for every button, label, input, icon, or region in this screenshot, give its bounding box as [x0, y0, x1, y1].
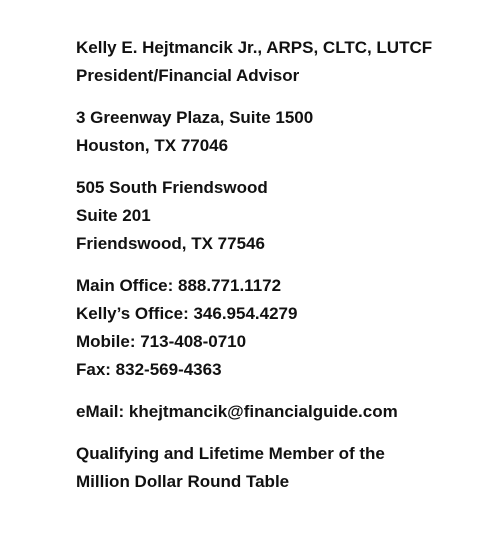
membership-line-2: Million Dollar Round Table	[76, 472, 290, 491]
friendswood-street: 505 South Friendswood	[76, 178, 268, 197]
kelly-office-phone: Kelly’s Office: 346.954.4279	[76, 304, 298, 323]
email-block	[76, 398, 456, 426]
phone-list	[76, 272, 456, 384]
membership-block	[76, 440, 456, 496]
houston-city: Houston, TX 77046	[76, 136, 229, 155]
houston-street: 3 Greenway Plaza, Suite 1500	[76, 108, 314, 127]
advisor-name: Kelly E. Hejtmancik Jr., ARPS, CLTC, LUTCF	[76, 38, 433, 57]
fax-number: Fax: 832-569-4363	[76, 360, 222, 379]
contact-card	[76, 34, 456, 510]
mobile-phone: Mobile: 713-408-0710	[76, 332, 247, 351]
membership-line-1: Qualifying and Lifetime Member of the	[76, 444, 385, 463]
houston-address	[76, 104, 456, 160]
friendswood-suite: Suite 201	[76, 206, 151, 225]
name-block	[76, 34, 456, 90]
friendswood-city: Friendswood, TX 77546	[76, 234, 265, 253]
main-office-phone: Main Office: 888.771.1172	[76, 276, 282, 295]
advisor-title: President/Financial Advisor	[76, 66, 300, 85]
friendswood-address	[76, 174, 456, 258]
email-address: eMail: khejtmancik@financialguide.com	[76, 402, 398, 421]
